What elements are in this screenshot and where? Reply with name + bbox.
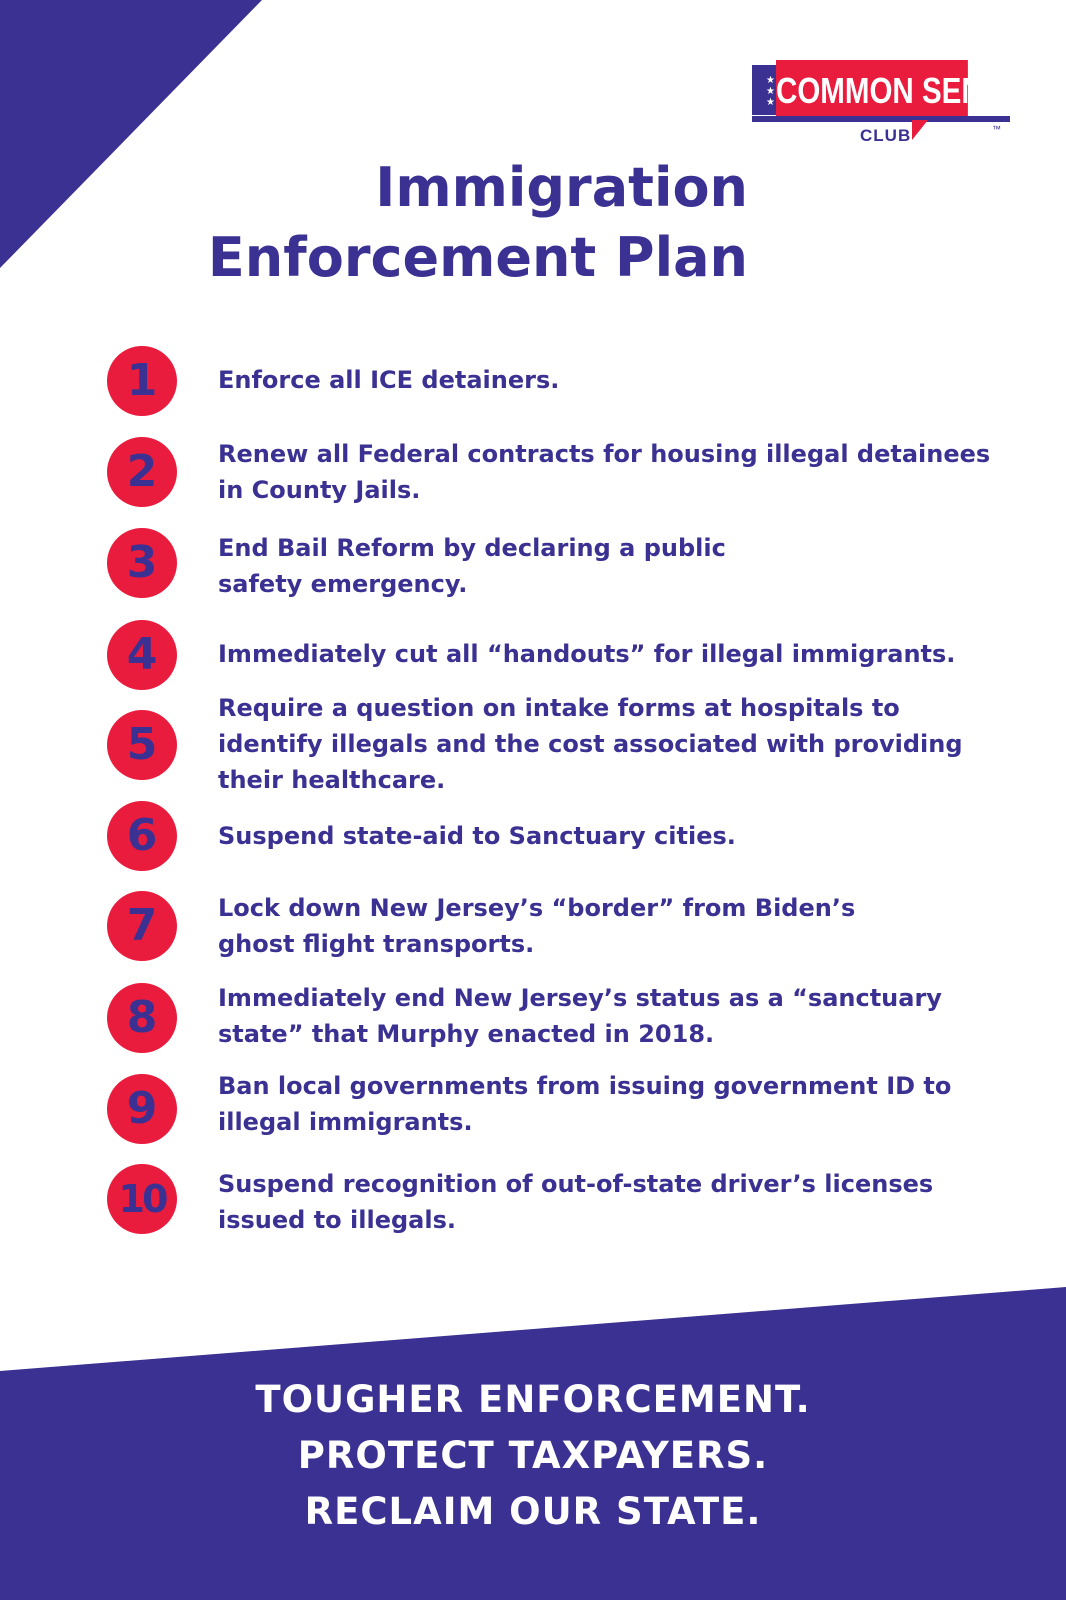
item-text: Immediately cut all “handouts” for illegal immigrants. xyxy=(218,640,956,668)
footer-line-2: PROTECT TAXPAYERS. xyxy=(297,1434,769,1477)
number-badge: 1 xyxy=(107,346,177,416)
logo-brand-text: COMMON SENSE xyxy=(776,60,968,122)
number-badge: 5 xyxy=(107,710,177,780)
logo-stars-icon: ★★★ xyxy=(752,65,776,115)
number-badge: 10 xyxy=(107,1164,177,1234)
item-text: Suspend recognition of out-of-state driver’s licenses issued to illegals. xyxy=(218,1170,934,1234)
logo-speech-tail xyxy=(912,120,928,140)
footer-slogan xyxy=(0,1372,1066,1540)
item-text: Enforce all ICE detainers. xyxy=(218,366,560,394)
footer-line-3: RECLAIM OUR STATE. xyxy=(304,1490,762,1533)
number-badge: 2 xyxy=(107,437,177,507)
item-text: Renew all Federal contracts for housing illegal detainees in County Jails. xyxy=(218,440,991,504)
logo-underline xyxy=(752,116,1010,122)
footer-line-1: TOUGHER ENFORCEMENT. xyxy=(255,1378,811,1421)
number-badge: 8 xyxy=(107,983,177,1053)
item-text: Lock down New Jersey’s “border” from Biden’s ghost flight transports. xyxy=(218,894,856,958)
logo-trademark: ™ xyxy=(992,124,1001,134)
logo-club-text: CLUB xyxy=(860,126,912,145)
item-text: Immediately end New Jersey’s status as a “sanctuary state” that Murphy enacted in 2018. xyxy=(218,984,942,1048)
number-badge: 7 xyxy=(107,891,177,961)
title-line-1: Immigration xyxy=(375,156,748,219)
number-badge: 3 xyxy=(107,528,177,598)
item-text: Ban local governments from issuing government ID to illegal immigrants. xyxy=(218,1072,952,1136)
number-badge: 9 xyxy=(107,1074,177,1144)
number-badge: 6 xyxy=(107,801,177,871)
item-text: Require a question on intake forms at hospitals to identify illegals and the cost associated with providing their healthcare. xyxy=(218,694,963,794)
item-text: End Bail Reform by declaring a public safety emergency. xyxy=(218,534,726,598)
title-line-2: Enforcement Plan xyxy=(207,226,748,289)
number-badge: 4 xyxy=(107,620,177,690)
item-text: Suspend state-aid to Sanctuary cities. xyxy=(218,822,736,850)
common-sense-club-logo xyxy=(752,60,1022,152)
